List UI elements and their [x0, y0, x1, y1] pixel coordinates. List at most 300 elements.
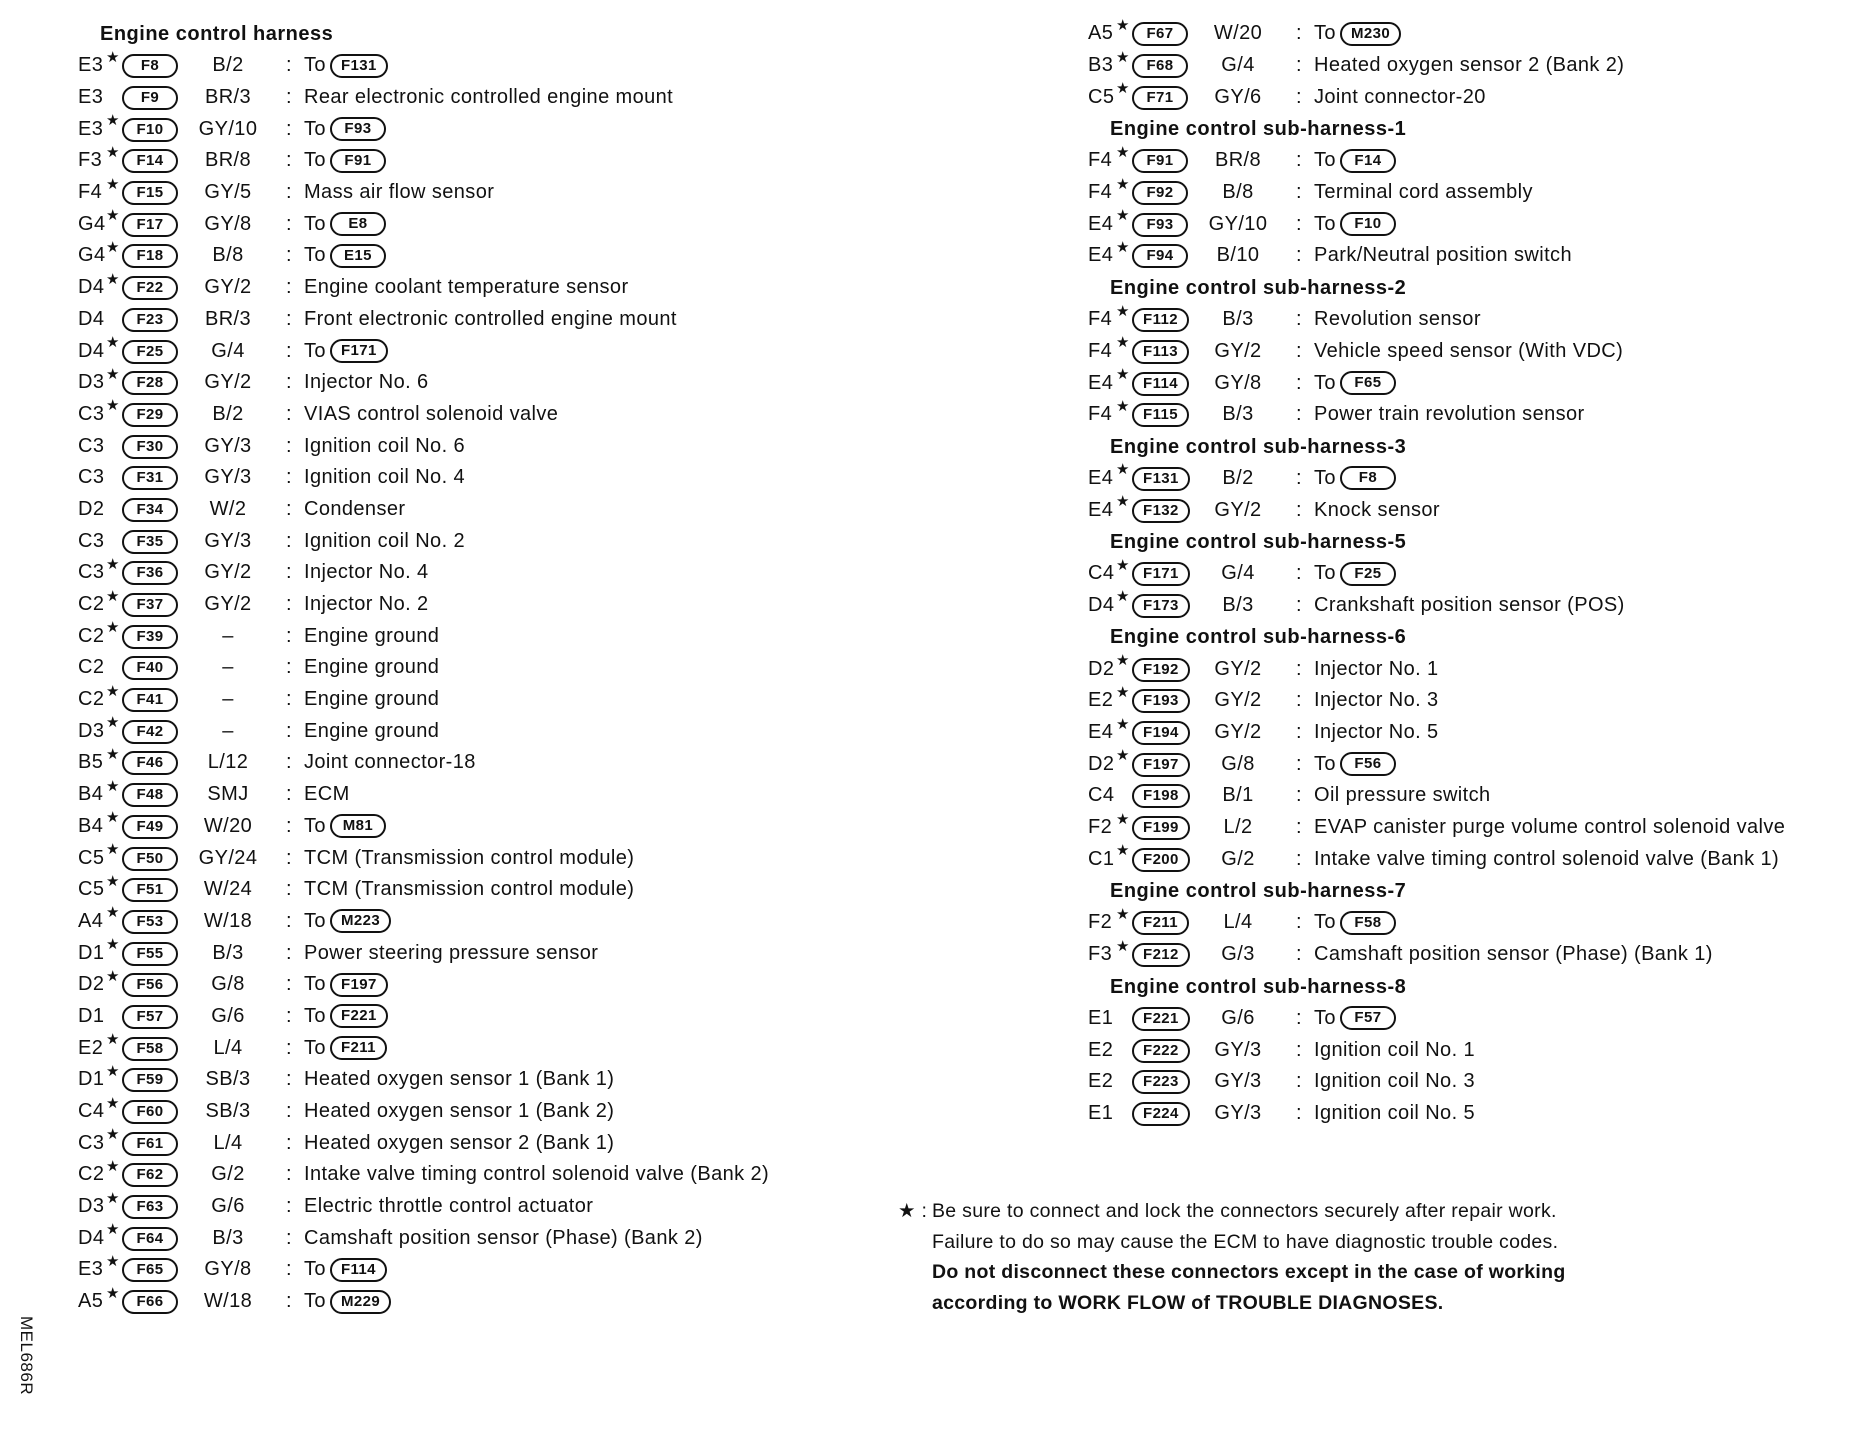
- star-note-marker: ★ :: [898, 1200, 928, 1222]
- grid-location: E4: [1088, 212, 1114, 235]
- wire-spec: W/18: [203, 1290, 253, 1313]
- connector-row: [78, 177, 898, 209]
- colon-separator: :: [286, 434, 292, 457]
- connector-cell: [122, 85, 182, 110]
- grid-location: F4: [1088, 308, 1113, 331]
- star-mark: ★: [106, 238, 120, 256]
- star-mark: ★: [106, 397, 120, 415]
- description-text: Engine ground: [304, 656, 440, 679]
- description-text: To: [304, 1258, 326, 1281]
- wire-spec: B/1: [1222, 784, 1254, 807]
- connector-cell: [122, 465, 182, 490]
- wire-spec: B/2: [1222, 466, 1254, 489]
- colon-separator: :: [286, 402, 292, 425]
- connector-row: [78, 715, 898, 747]
- connector-description: [304, 1163, 769, 1186]
- connector-cell: [1132, 21, 1192, 46]
- connector-description: [304, 530, 465, 553]
- connector-row: [78, 842, 898, 874]
- connector-row: [78, 335, 898, 367]
- connector-row: [78, 747, 898, 779]
- connector-reference: F93: [330, 117, 386, 141]
- connector-reference: M229: [330, 1290, 391, 1314]
- colon-separator: :: [286, 307, 292, 330]
- connector-number: F37: [122, 593, 178, 617]
- star-mark: ★: [1116, 397, 1130, 415]
- connector-row: [78, 1032, 898, 1064]
- connector-number: F200: [1132, 848, 1190, 872]
- grid-location: D2: [78, 973, 105, 996]
- connector-description: [1314, 721, 1439, 744]
- connector-description: [304, 1036, 387, 1060]
- colon-separator: :: [1296, 562, 1302, 585]
- connector-number: F91: [1132, 149, 1188, 173]
- grid-location: E4: [1088, 371, 1114, 394]
- colon-separator: :: [1296, 54, 1302, 77]
- wire-spec: GY/3: [1214, 1038, 1262, 1061]
- connector-reference: F197: [330, 973, 388, 997]
- connector-cell: [122, 814, 182, 839]
- connector-row: [78, 272, 898, 304]
- connector-row: [78, 1001, 898, 1033]
- wire-spec: GY/3: [204, 466, 252, 489]
- connector-row: [78, 208, 898, 240]
- connector-description: [1314, 911, 1396, 935]
- colon-separator: :: [286, 624, 292, 647]
- connector-cell: [122, 370, 182, 395]
- connector-cell: [122, 560, 182, 585]
- description-text: EVAP canister purge volume control solenoid valve: [1314, 816, 1786, 839]
- description-text: TCM (Transmission control module): [304, 846, 635, 869]
- connector-number: F67: [1132, 22, 1188, 46]
- wire-spec: L/12: [207, 751, 249, 774]
- connector-number: F115: [1132, 403, 1189, 427]
- grid-location: F4: [1088, 339, 1113, 362]
- colon-separator: :: [1296, 1038, 1302, 1061]
- connector-number: F9: [122, 86, 178, 110]
- connector-row: [78, 50, 898, 82]
- connector-cell: [122, 750, 182, 775]
- description-text: Engine coolant temperature sensor: [304, 276, 629, 299]
- connector-row: [1088, 208, 1848, 240]
- connector-cell: [122, 592, 182, 617]
- description-text: Engine ground: [304, 688, 440, 711]
- connector-cell: [122, 529, 182, 554]
- description-text: To: [304, 117, 326, 140]
- connector-cell: [1132, 910, 1192, 935]
- connector-description: [304, 1132, 614, 1155]
- wire-spec: B/10: [1216, 244, 1260, 267]
- description-text: Camshaft position sensor (Phase) (Bank 2): [304, 1226, 703, 1249]
- grid-location: C5: [78, 846, 105, 869]
- grid-location: F2: [1088, 816, 1113, 839]
- connector-row: [78, 874, 898, 906]
- colon-separator: :: [286, 149, 292, 172]
- connector-row: [1088, 304, 1848, 336]
- wire-spec: –: [222, 624, 234, 647]
- connector-number: F55: [122, 942, 178, 966]
- description-text: Camshaft position sensor (Phase) (Bank 1): [1314, 943, 1713, 966]
- connector-cell: [122, 434, 182, 459]
- grid-location: D4: [78, 276, 105, 299]
- connector-description: [1314, 689, 1439, 712]
- wire-spec: B/2: [212, 54, 244, 77]
- star-mark: ★: [1116, 937, 1130, 955]
- connector-list: [78, 50, 898, 1318]
- grid-location: E3: [78, 86, 104, 109]
- grid-location: D3: [78, 1195, 105, 1218]
- wire-spec: W/18: [203, 909, 253, 932]
- grid-location: B5: [78, 751, 104, 774]
- star-mark: ★: [106, 904, 120, 922]
- colon-separator: :: [1296, 911, 1302, 934]
- wire-spec: –: [222, 688, 234, 711]
- connector-number: F57: [122, 1005, 178, 1029]
- colon-separator: :: [286, 688, 292, 711]
- connector-number: F64: [122, 1227, 178, 1251]
- colon-separator: :: [1296, 943, 1302, 966]
- connector-row: [78, 1096, 898, 1128]
- description-text: Ignition coil No. 5: [1314, 1101, 1476, 1124]
- connector-description: [304, 1100, 614, 1123]
- connector-number: F173: [1132, 594, 1190, 618]
- connector-reference: F10: [1340, 212, 1396, 236]
- connector-number: F223: [1132, 1070, 1190, 1094]
- description-text: To: [304, 54, 326, 77]
- connector-number: F14: [122, 149, 178, 173]
- connector-number: F113: [1132, 340, 1189, 364]
- wire-spec: GY/2: [204, 593, 252, 616]
- connector-reference: F8: [1340, 466, 1396, 490]
- connector-row: [78, 82, 898, 114]
- connector-number: F63: [122, 1195, 178, 1219]
- description-text: Injector No. 1: [1314, 657, 1439, 680]
- colon-separator: :: [1296, 22, 1302, 45]
- wire-spec: GY/5: [204, 181, 252, 204]
- connector-row: [78, 1286, 898, 1318]
- colon-separator: :: [286, 1195, 292, 1218]
- description-text: Heated oxygen sensor 1 (Bank 1): [304, 1068, 615, 1091]
- connector-row: [78, 811, 898, 843]
- connector-cell: [122, 117, 182, 142]
- grid-location: F4: [78, 181, 103, 204]
- connector-cell: [122, 212, 182, 237]
- connector-cell: [122, 877, 182, 902]
- grid-location: A5: [1088, 22, 1114, 45]
- description-text: Heated oxygen sensor 1 (Bank 2): [304, 1100, 615, 1123]
- connector-row: [1088, 463, 1848, 495]
- connector-row: [78, 399, 898, 431]
- description-text: Ignition coil No. 4: [304, 466, 466, 489]
- wire-spec: GY/8: [204, 1258, 252, 1281]
- connector-cell: [122, 1289, 182, 1314]
- connector-cell: [122, 1099, 182, 1124]
- colon-separator: :: [1296, 689, 1302, 712]
- connector-cell: [1132, 1006, 1192, 1031]
- connector-description: [304, 403, 558, 426]
- connector-description: [304, 117, 386, 141]
- connector-cell: [1132, 212, 1192, 237]
- wire-spec: B/3: [212, 1226, 244, 1249]
- wire-spec: G/4: [1221, 54, 1255, 77]
- connector-number: F194: [1132, 721, 1190, 745]
- star-mark: ★: [1116, 48, 1130, 66]
- grid-location: C4: [1088, 784, 1115, 807]
- description-text: To: [304, 244, 326, 267]
- colon-separator: :: [1296, 212, 1302, 235]
- colon-separator: :: [286, 593, 292, 616]
- description-text: To: [1314, 466, 1336, 489]
- wire-spec: G/6: [211, 1195, 245, 1218]
- description-text: TCM (Transmission control module): [304, 878, 635, 901]
- description-text: To: [304, 909, 326, 932]
- description-text: Joint connector-18: [304, 751, 476, 774]
- connector-number: F198: [1132, 784, 1190, 808]
- connector-number: F224: [1132, 1102, 1190, 1126]
- colon-separator: :: [1296, 371, 1302, 394]
- colon-separator: :: [286, 339, 292, 362]
- connector-cell: [122, 941, 182, 966]
- grid-location: C2: [78, 688, 105, 711]
- wire-spec: GY/2: [204, 276, 252, 299]
- connector-row: [1088, 812, 1848, 844]
- wire-spec: B/3: [1222, 403, 1254, 426]
- star-mark: ★: [106, 270, 120, 288]
- connector-description: [304, 1195, 593, 1218]
- connector-description: [304, 847, 634, 870]
- connector-number: F193: [1132, 689, 1190, 713]
- connector-row: [1088, 558, 1848, 590]
- grid-location: E3: [78, 54, 104, 77]
- description-text: VIAS control solenoid valve: [304, 402, 559, 425]
- connector-cell: [1132, 1101, 1192, 1126]
- connector-row: [78, 145, 898, 177]
- grid-location: D2: [1088, 752, 1115, 775]
- connector-reference: F57: [1340, 1006, 1396, 1030]
- colon-separator: :: [1296, 308, 1302, 331]
- connector-row: [78, 113, 898, 145]
- connector-cell: [122, 1257, 182, 1282]
- grid-location: D4: [78, 307, 105, 330]
- wire-spec: GY/24: [198, 846, 258, 869]
- connector-cell: [1132, 498, 1192, 523]
- description-text: Oil pressure switch: [1314, 784, 1491, 807]
- description-text: Front electronic controlled engine mount: [304, 307, 677, 330]
- right-column: [1088, 18, 1848, 1129]
- connector-description: [1314, 308, 1481, 331]
- star-mark: ★: [1116, 715, 1130, 733]
- connector-description: [304, 181, 494, 204]
- grid-location: F2: [1088, 911, 1113, 934]
- connector-cell: [122, 148, 182, 173]
- star-mark: ★: [106, 587, 120, 605]
- wire-spec: –: [222, 656, 234, 679]
- note-line-2: Failure to do so may cause the ECM to have diagnostic trouble codes.: [932, 1230, 1559, 1253]
- section-header: Engine control sub-harness-1: [1110, 118, 1407, 141]
- wire-spec: SMJ: [207, 783, 249, 806]
- connector-cell: [1132, 783, 1192, 808]
- connector-description: [1314, 212, 1396, 236]
- connector-cell: [122, 972, 182, 997]
- wire-spec: –: [222, 719, 234, 742]
- colon-separator: :: [1296, 593, 1302, 616]
- connector-cell: [1132, 720, 1192, 745]
- star-mark: ★: [106, 1221, 120, 1239]
- grid-location: G4: [78, 212, 106, 235]
- section-header: Engine control sub-harness-2: [1110, 276, 1407, 299]
- connector-cell: [1132, 815, 1192, 840]
- connector-description: [304, 688, 439, 711]
- grid-location: E1: [1088, 1006, 1114, 1029]
- connector-row: [1088, 1066, 1848, 1098]
- colon-separator: :: [286, 719, 292, 742]
- star-mark: ★: [1116, 842, 1130, 860]
- connector-description: [304, 751, 476, 774]
- connector-number: F42: [122, 720, 178, 744]
- colon-separator: :: [286, 1163, 292, 1186]
- wire-spec: B/8: [1222, 181, 1254, 204]
- description-text: Vehicle speed sensor (With VDC): [1314, 339, 1624, 362]
- star-mark: ★: [106, 1284, 120, 1302]
- colon-separator: :: [1296, 1070, 1302, 1093]
- connector-cell: [1132, 561, 1192, 586]
- description-text: Injector No. 5: [1314, 721, 1439, 744]
- connector-row: [1088, 907, 1848, 939]
- wire-spec: GY/6: [1214, 85, 1262, 108]
- grid-location: C3: [78, 466, 105, 489]
- grid-location: D1: [78, 941, 105, 964]
- star-mark: ★: [106, 1094, 120, 1112]
- connector-row: [1088, 939, 1848, 971]
- wire-spec: B/3: [1222, 593, 1254, 616]
- connector-number: F60: [122, 1100, 178, 1124]
- colon-separator: :: [1296, 149, 1302, 172]
- connector-reference: M223: [330, 909, 391, 933]
- connector-cell: [1132, 657, 1192, 682]
- grid-location: C3: [78, 529, 105, 552]
- wire-spec: L/4: [213, 1036, 243, 1059]
- grid-location: D4: [1088, 593, 1115, 616]
- grid-location: F3: [1088, 943, 1113, 966]
- star-mark: ★: [106, 841, 120, 859]
- grid-location: D3: [78, 371, 105, 394]
- description-text: To: [304, 339, 326, 362]
- description-text: Intake valve timing control solenoid valve (Bank 2): [304, 1163, 770, 1186]
- connector-cell: [122, 687, 182, 712]
- left-column: [78, 18, 898, 1318]
- connector-number: F65: [122, 1258, 178, 1282]
- connector-row: [78, 620, 898, 652]
- wire-spec: L/2: [1223, 816, 1253, 839]
- description-text: To: [1314, 212, 1336, 235]
- connector-cell: [1132, 466, 1192, 491]
- connector-number: F197: [1132, 753, 1190, 777]
- description-text: To: [304, 1036, 326, 1059]
- connector-description: [1314, 466, 1396, 490]
- star-mark: ★: [1116, 302, 1130, 320]
- colon-separator: :: [1296, 244, 1302, 267]
- connector-description: [1314, 658, 1439, 681]
- colon-separator: :: [286, 497, 292, 520]
- connector-cell: [1132, 307, 1192, 332]
- connector-description: [1314, 752, 1396, 776]
- description-text: Power steering pressure sensor: [304, 941, 599, 964]
- description-text: To: [1314, 562, 1336, 585]
- grid-location: E3: [78, 1258, 104, 1281]
- harness-section: [1088, 113, 1848, 272]
- colon-separator: :: [286, 878, 292, 901]
- connector-number: F25: [122, 340, 178, 364]
- wire-spec: GY/2: [1214, 498, 1262, 521]
- connector-description: [304, 561, 429, 584]
- connector-number: F114: [1132, 372, 1189, 396]
- grid-location: E2: [1088, 1070, 1114, 1093]
- connector-row: [1088, 1098, 1848, 1130]
- wire-spec: GY/10: [1208, 212, 1268, 235]
- star-mark: ★: [106, 745, 120, 763]
- wire-spec: GY/10: [198, 117, 258, 140]
- connector-cell: [122, 1162, 182, 1187]
- star-mark: ★: [106, 48, 120, 66]
- connector-cell: [122, 339, 182, 364]
- connector-description: [1314, 340, 1623, 363]
- connector-description: [1314, 149, 1396, 173]
- colon-separator: :: [286, 1290, 292, 1313]
- connector-reference: F91: [330, 149, 386, 173]
- connector-description: [1314, 22, 1401, 46]
- connector-cell: [122, 1131, 182, 1156]
- connector-description: [1314, 1102, 1475, 1125]
- connector-number: F171: [1132, 562, 1190, 586]
- connector-row: [78, 937, 898, 969]
- wire-spec: G/8: [1221, 752, 1255, 775]
- connector-row: [78, 430, 898, 462]
- connector-number: F35: [122, 530, 178, 554]
- connector-row: [78, 494, 898, 526]
- connector-reference: F114: [330, 1258, 387, 1282]
- connector-cell: [1132, 593, 1192, 618]
- connector-number: F41: [122, 688, 178, 712]
- description-text: Injector No. 4: [304, 561, 429, 584]
- connector-description: [304, 783, 350, 806]
- connector-reference: M230: [1340, 22, 1401, 46]
- connector-row: [1088, 240, 1848, 272]
- wire-spec: GY/2: [1214, 657, 1262, 680]
- description-text: Engine ground: [304, 719, 440, 742]
- connector-number: F61: [122, 1132, 178, 1156]
- footnote: [898, 1196, 1838, 1318]
- wire-spec: G/8: [211, 973, 245, 996]
- connector-description: [304, 149, 386, 173]
- connector-row: [1088, 177, 1848, 209]
- grid-location: C4: [1088, 562, 1115, 585]
- colon-separator: :: [286, 466, 292, 489]
- connector-row: [1088, 18, 1848, 50]
- harness-section: [1088, 18, 1848, 113]
- connector-description: [304, 1290, 391, 1314]
- description-text: Injector No. 2: [304, 593, 429, 616]
- grid-location: C2: [78, 1163, 105, 1186]
- wire-spec: G/4: [1221, 562, 1255, 585]
- description-text: To: [1314, 911, 1336, 934]
- grid-location: E4: [1088, 498, 1114, 521]
- star-mark: ★: [106, 682, 120, 700]
- colon-separator: :: [1296, 721, 1302, 744]
- grid-location: C3: [78, 402, 105, 425]
- connector-description: [304, 498, 405, 521]
- connector-description: [1314, 848, 1779, 871]
- section-header: Engine control sub-harness-5: [1110, 530, 1407, 553]
